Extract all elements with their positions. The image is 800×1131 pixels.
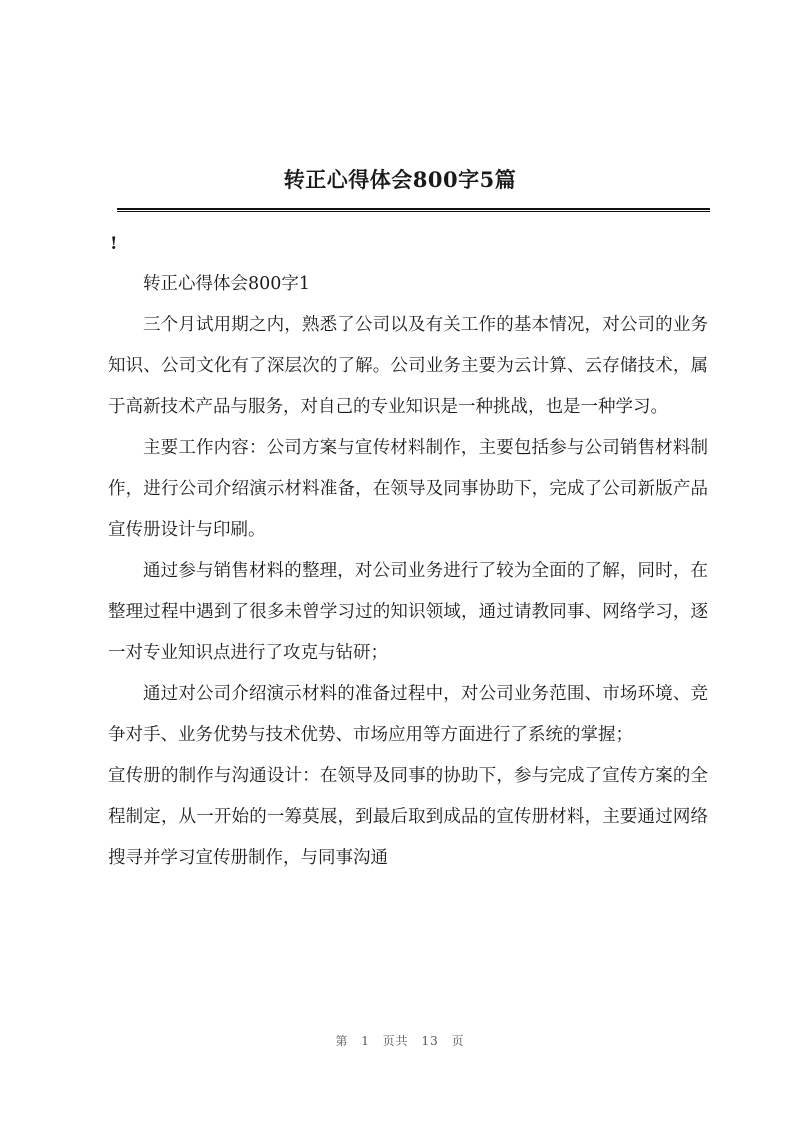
footer-suffix: 页 xyxy=(451,1034,465,1048)
paragraph: 通过参与销售材料的整理，对公司业务进行了较为全面的了解，同时，在整理过程中遇到了很多未曾学习过的知识领域，通过请教同事、网络学习，逐一对专业知识点进行了攻克与钻研； xyxy=(108,561,708,663)
current-page-number: 1 xyxy=(361,1034,370,1048)
paragraph: 主要工作内容：公司方案与宣传材料制作，主要包括参与公司销售材料制作，进行公司介绍演示材料准备，在领导及同事协助下，完成了公司新版产品宣传册设计与印刷。 xyxy=(108,438,708,540)
footer-prefix: 第 xyxy=(335,1034,349,1048)
exclamation-mark: ! xyxy=(110,234,118,254)
total-pages: 13 xyxy=(421,1034,439,1048)
document-body xyxy=(108,264,708,879)
paragraph: 三个月试用期之内，熟悉了公司以及有关工作的基本情况，对公司的业务知识、公司文化有了深层次的了解。公司业务主要为云计算、云存储技术，属于高新技术产品与服务，对自己的专业知识是一种挑战，也是一种学习。 xyxy=(108,315,708,417)
section-heading: 转正心得体会800字1 xyxy=(143,274,311,294)
paragraph: 宣传册的制作与沟通设计：在领导及同事的协助下，参与完成了宣传方案的全程制定，从一开始的一筹莫展，到最后取到成品的宣传册材料，主要通过网络搜寻并学习宣传册制作，与同事沟通 xyxy=(108,766,708,868)
page-footer xyxy=(0,1032,800,1049)
title-divider xyxy=(117,208,710,212)
paragraph: 通过对公司介绍演示材料的准备过程中，对公司业务范围、市场环境、竞争对手、业务优势与技术优势、市场应用等方面进行了系统的掌握； xyxy=(108,684,708,745)
footer-middle: 页共 xyxy=(382,1034,409,1048)
page-title: 转正心得体会800字5篇 xyxy=(283,167,517,192)
